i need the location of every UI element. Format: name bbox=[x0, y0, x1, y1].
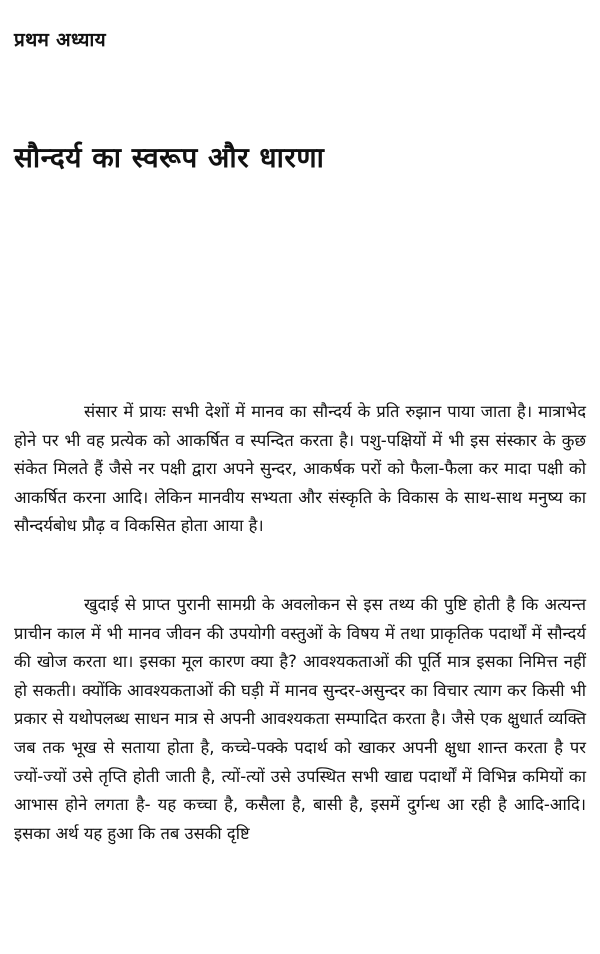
paragraph: संसार में प्रायः सभी देशों में मानव का सौन्दर्य के प्रति रुझान पाया जाता है। मात्राभेद होने पर भी वह प्रत्येक को आकर्षित व स्पन्दित करता है। पशु-पक्षियों में भी इस संस्कार के कुछ संकेत मिलते हैं जैसे नर पक्षी द्वारा अपने सुन्दर, आकर्षक परों को फैला-फैला कर मादा पक्षी को आकर्षित करना आदि। लेकिन मानवीय सभ्यता और संस्कृति के विकास के साथ-साथ मनुष्य का सौन्दर्यबोध प्रौढ़ व विकसित होता आया है। bbox=[14, 402, 586, 536]
chapter-label: प्रथम अध्याय bbox=[14, 29, 106, 51]
chapter-title: सौन्दर्य का स्वरूप और धारणा bbox=[14, 141, 325, 174]
paragraph: खुदाई से प्राप्त पुरानी सामग्री के अवलोकन से इस तथ्य की पुष्टि होती है कि अत्यन्त प्राचीन काल में भी मानव जीवन की उपयोगी वस्तुओं के विषय में तथा प्राकृतिक पदार्थों में सौन्दर्य की खोज करता था। इसका मूल कारण क्या है? आवश्यकताओं की पूर्ति मात्र इसका निमित्त नहीं हो सकती। क्योंकि आवश्यकताओं की घड़ी में मानव सुन्दर-असुन्दर का विचार त्याग कर किसी भी प्रकार से यथोपलब्ध साधन मात्र से अपनी आवश्यकता सम्पादित करता है। जैसे एक क्षुधार्त व्यक्ति जब तक भूख से सताया होता है, कच्चे-पक्के पदार्थ को खाकर अपनी क्षुधा शान्त करता है पर ज्यों-ज्यों उसे तृप्ति होती जाती है, त्यों-त्यों उसे उपस्थित सभी खाद्य पदार्थों में विभिन्न कमियों का आभास होने लगता है- यह कच्चा है, कसैला है, बासी है, इसमें दुर्गन्ध आ रही है आदि-आदि। इसका अर्थ यह हुआ कि तब उसकी दृष्टि bbox=[14, 595, 586, 843]
